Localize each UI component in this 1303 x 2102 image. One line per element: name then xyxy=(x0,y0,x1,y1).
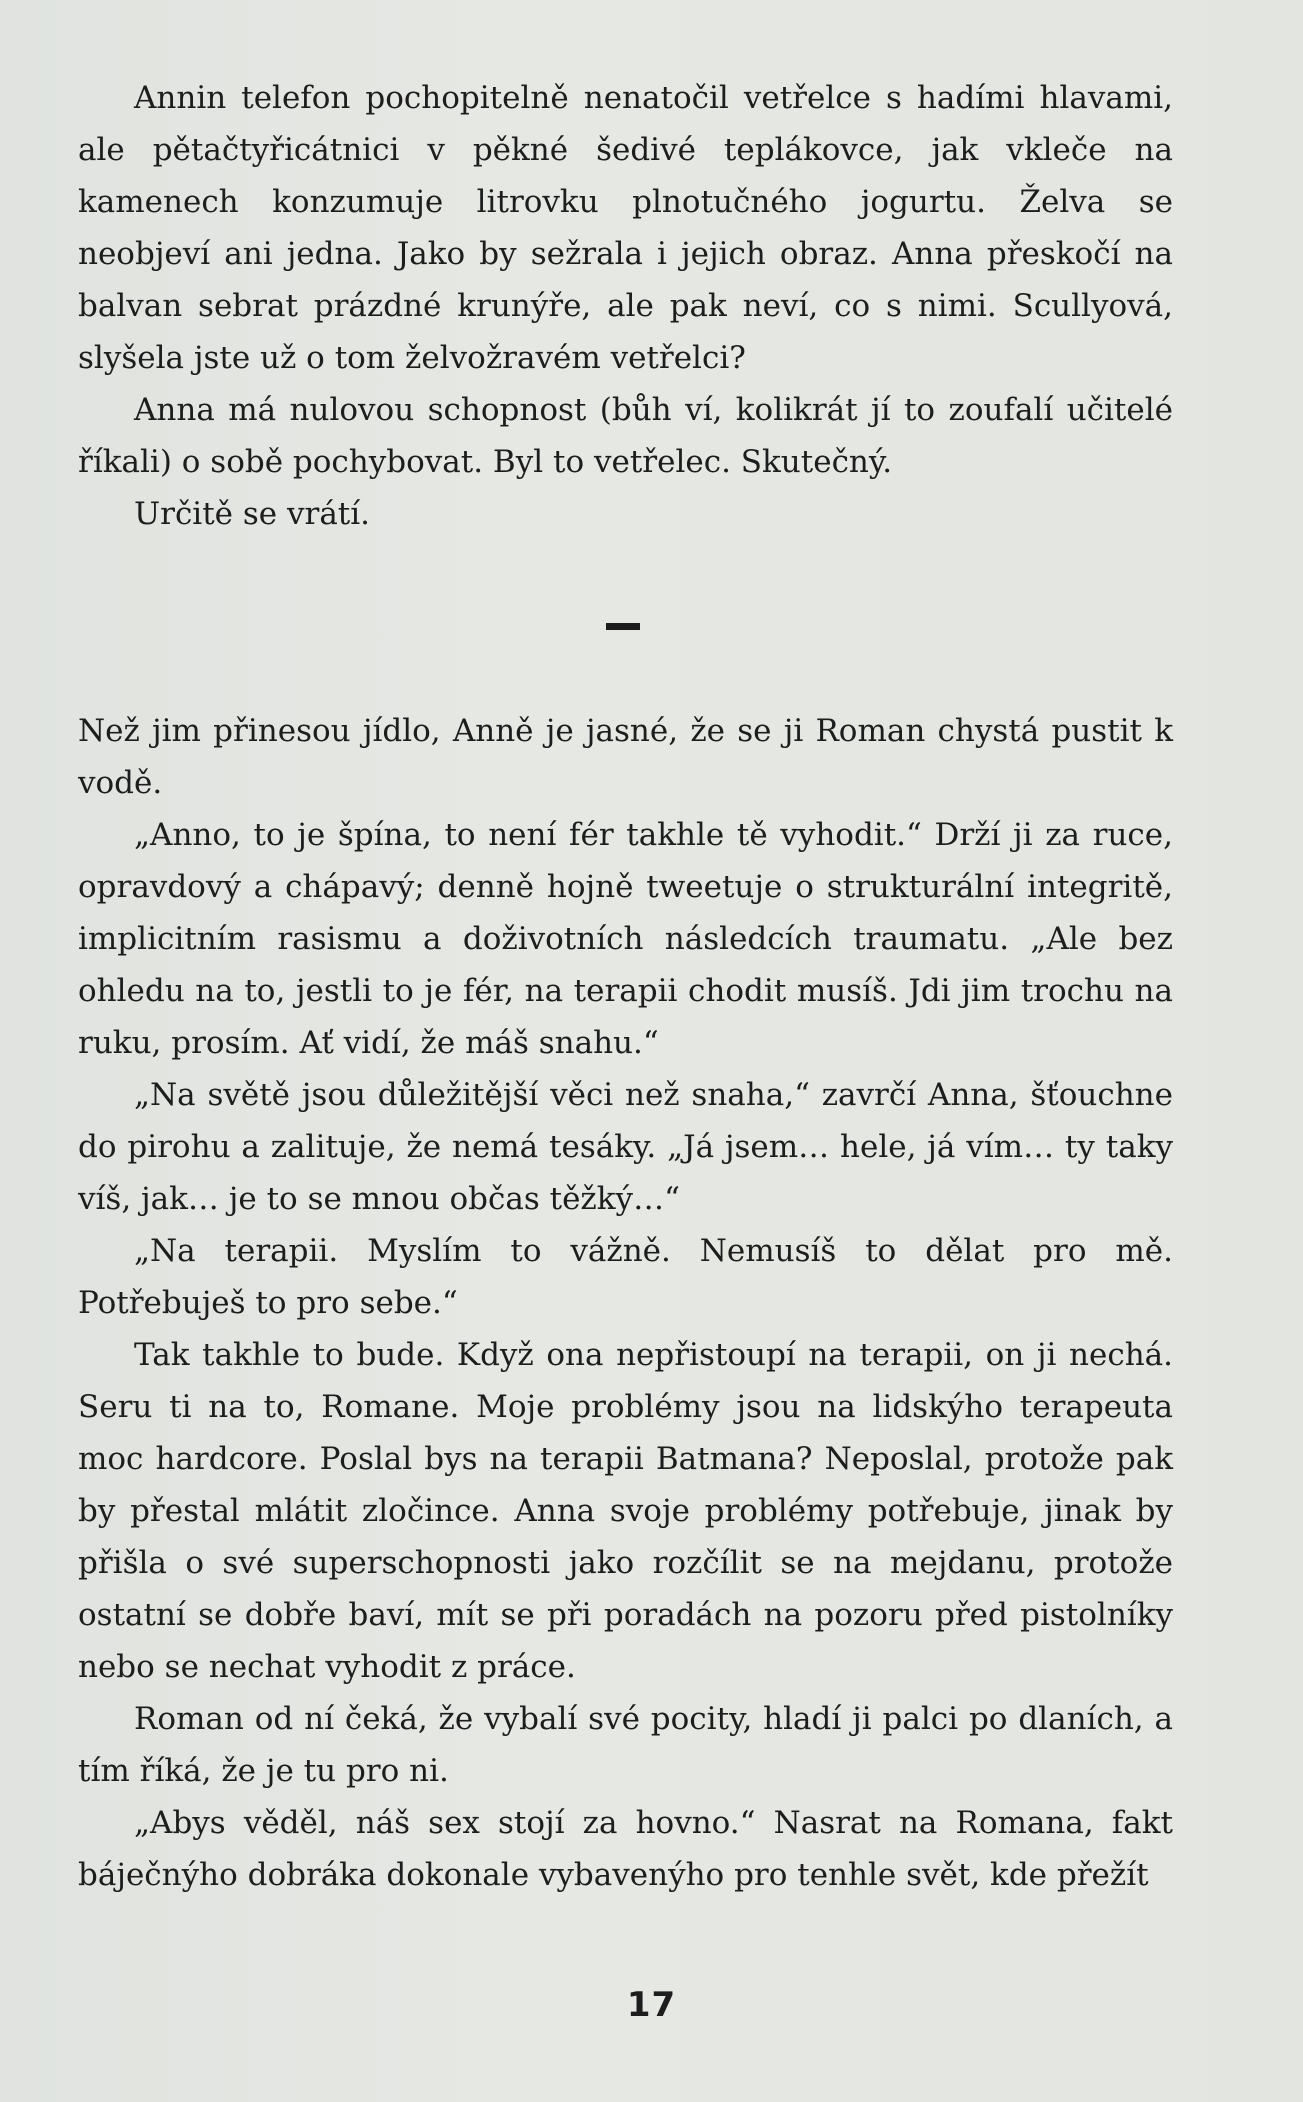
paragraph: Annin telefon pochopitelně nenatočil vetřelce s hadími hlavami, ale pětačtyřicátnici v pěkné šedivé teplákovce, jak vkleče na kamenech konzumuje litrovku plnotučného jogurtu. Želva se neobjeví ani jedna. Jako by sežrala i jejich obraz. Anna přeskočí na balvan sebrat prázdné krunýře, ale pak neví, co s nimi. Scullyová, slyšela jste už o tom želvožravém vetřelci? xyxy=(78,80,1173,376)
section-separator xyxy=(606,623,640,630)
paragraph: Anna má nulovou schopnost (bůh ví, kolikrát jí to zoufalí učitelé říkali) o sobě pochybovat. Byl to vetřelec. Skutečný. xyxy=(78,392,1173,480)
paragraph: Roman od ní čeká, že vybalí své pocity, hladí ji palci po dlaních, a tím říká, že je tu pro ni. xyxy=(78,1701,1173,1789)
paragraph: „Na terapii. Myslím to vážně. Nemusíš to dělat pro mě. Potřebuješ to pro sebe.“ xyxy=(78,1233,1173,1321)
paragraph: „Abys věděl, náš sex stojí za hovno.“ Nasrat na Romana, fakt báječnýho dobráka dokonale vybavenýho pro tenhle svět, kde přežít xyxy=(78,1805,1173,1893)
paragraph: „Anno, to je špína, to není fér takhle tě vyhodit.“ Drží ji za ruce, opravdový a chápavý; denně hojně tweetuje o strukturální integritě, implicitním rasismu a doživotních následcích traumatu. „Ale bez ohledu na to, jestli to je fér, na terapii chodit musíš. Jdi jim trochu na ruku, prosím. Ať vidí, že máš snahu.“ xyxy=(78,817,1173,1061)
paragraph: Určitě se vrátí. xyxy=(134,496,371,532)
page-number: 17 xyxy=(626,1985,677,2025)
paragraph: „Na světě jsou důležitější věci než snaha,“ zavrčí Anna, šťouchne do pirohu a zalituje, že nemá tesáky. „Já jsem… hele, já vím… ty taky víš, jak… je to se mnou občas těžký…“ xyxy=(78,1077,1173,1217)
text-section-2 xyxy=(78,705,1173,1901)
paragraph: Tak takhle to bude. Když ona nepřistoupí na terapii, on ji nechá. Seru ti na to, Romane. Moje problémy jsou na lidskýho terapeuta moc hardcore. Poslal bys na terapii Batmana? Neposlal, protože pak by přestal mlátit zločince. Anna svoje problémy potřebuje, jinak by přišla o své superschopnosti jako rozčílit se na mejdanu, protože ostatní se dobře baví, mít se při poradách na pozoru před pistolníky nebo se nechat vyhodit z práce. xyxy=(78,1337,1173,1685)
text-section-1 xyxy=(78,72,1173,540)
paragraph: Než jim přinesou jídlo, Anně je jasné, že se ji Roman chystá pustit k vodě. xyxy=(78,713,1173,801)
